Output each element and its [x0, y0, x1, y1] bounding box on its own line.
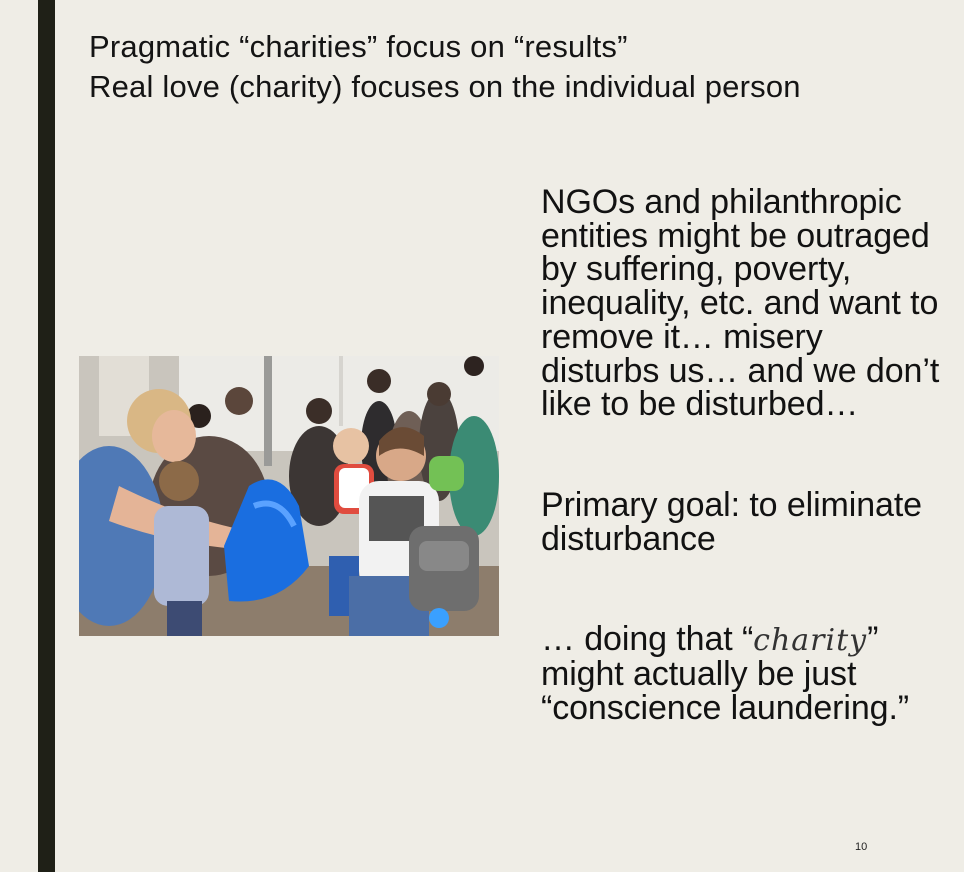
- slide-body: [541, 183, 941, 727]
- paragraph-3-after: ” might actually be just “conscience laundering.”: [541, 620, 910, 727]
- paragraph-primary-goal: Primary goal: to eliminate disturbance: [541, 485, 922, 558]
- charity-photo: [79, 356, 499, 636]
- paragraph-conscience-laundering: [541, 620, 941, 727]
- page-number: 10: [855, 841, 868, 853]
- charity-emphasis: charity: [753, 623, 868, 659]
- slide-title: [89, 27, 801, 107]
- paragraph-3-before: … doing that “: [541, 620, 754, 659]
- paragraph-ngos: NGOs and philanthropic entities might be outraged by suffering, poverty, inequality, etc. and want to remove it… misery disturbs us… and we don’t like to be disturbed…: [541, 183, 940, 424]
- title-line-2: Real love (charity) focuses on the individual person: [89, 69, 801, 104]
- left-accent-bar: [38, 0, 55, 872]
- title-line-1: Pragmatic “charities” focus on “results”: [89, 29, 628, 64]
